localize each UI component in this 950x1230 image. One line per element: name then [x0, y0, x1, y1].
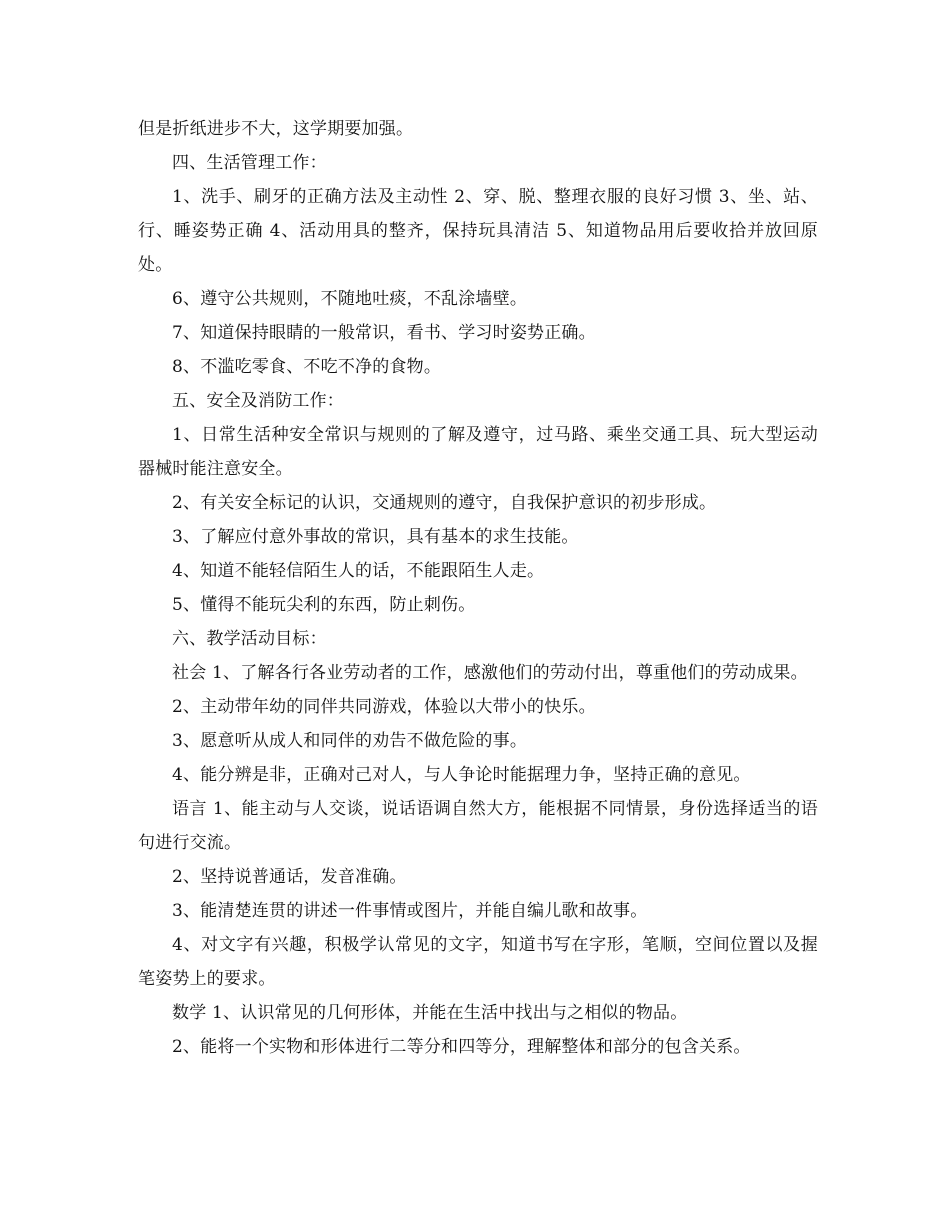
- paragraph: 数学 1、认识常见的几何形体，并能在生活中找出与之相似的物品。: [172, 1003, 688, 1023]
- document-body: [138, 112, 818, 1064]
- paragraph: 3、愿意听从成人和同伴的劝告不做危险的事。: [172, 731, 528, 751]
- paragraph: 8、不滥吃零食、不吃不净的食物。: [172, 357, 442, 377]
- paragraph: 2、能将一个实物和形体进行二等分和四等分，理解整体和部分的包含关系。: [172, 1037, 751, 1057]
- section-heading-life-management: 四、生活管理工作：: [172, 153, 327, 173]
- paragraph: 2、有关安全标记的认识，交通规则的遵守，自我保护意识的初步形成。: [172, 493, 717, 513]
- paragraph-continuation: 但是折纸进步不大，这学期要加强。: [138, 119, 414, 139]
- paragraph: 2、主动带年幼的同伴共同游戏，体验以大带小的快乐。: [172, 697, 596, 717]
- paragraph: 3、能清楚连贯的讲述一件事情或图片，并能自编儿歌和故事。: [172, 901, 648, 921]
- paragraph: 6、遵守公共规则，不随地吐痰，不乱涂墙壁。: [172, 289, 528, 309]
- paragraph: 社会 1、了解各行各业劳动者的工作，感激他们的劳动付出，尊重他们的劳动成果。: [172, 663, 808, 683]
- section-heading-safety: 五、安全及消防工作：: [172, 391, 344, 411]
- paragraph: 语言 1、能主动与人交谈，说话语调自然大方，能根据不同情景，身份选择适当的语句进行交流。: [138, 799, 818, 853]
- paragraph: 1、日常生活种安全常识与规则的了解及遵守，过马路、乘坐交通工具、玩大型运动器械时能注意安全。: [138, 425, 818, 479]
- paragraph: 2、坚持说普通话，发音准确。: [172, 867, 407, 887]
- paragraph: 3、了解应付意外事故的常识，具有基本的求生技能。: [172, 527, 579, 547]
- paragraph: 1、洗手、刷牙的正确方法及主动性 2、穿、脱、整理衣服的良好习惯 3、坐、站、行、睡姿势正确 4、活动用具的整齐，保持玩具清洁 5、知道物品用后要收拾并放回原处。: [138, 187, 818, 275]
- paragraph: 4、对文字有兴趣，积极学认常见的文字，知道书写在字形，笔顺，空间位置以及握笔姿势上的要求。: [138, 935, 818, 989]
- paragraph: 5、懂得不能玩尖利的东西，防止刺伤。: [172, 595, 476, 615]
- paragraph: 7、知道保持眼睛的一般常识，看书、学习时姿势正确。: [172, 323, 596, 343]
- section-heading-teaching-goals: 六、教学活动目标：: [172, 629, 327, 649]
- paragraph: 4、知道不能轻信陌生人的话，不能跟陌生人走。: [172, 561, 545, 581]
- paragraph: 4、能分辨是非，正确对己对人，与人争论时能据理力争，坚持正确的意见。: [172, 765, 751, 785]
